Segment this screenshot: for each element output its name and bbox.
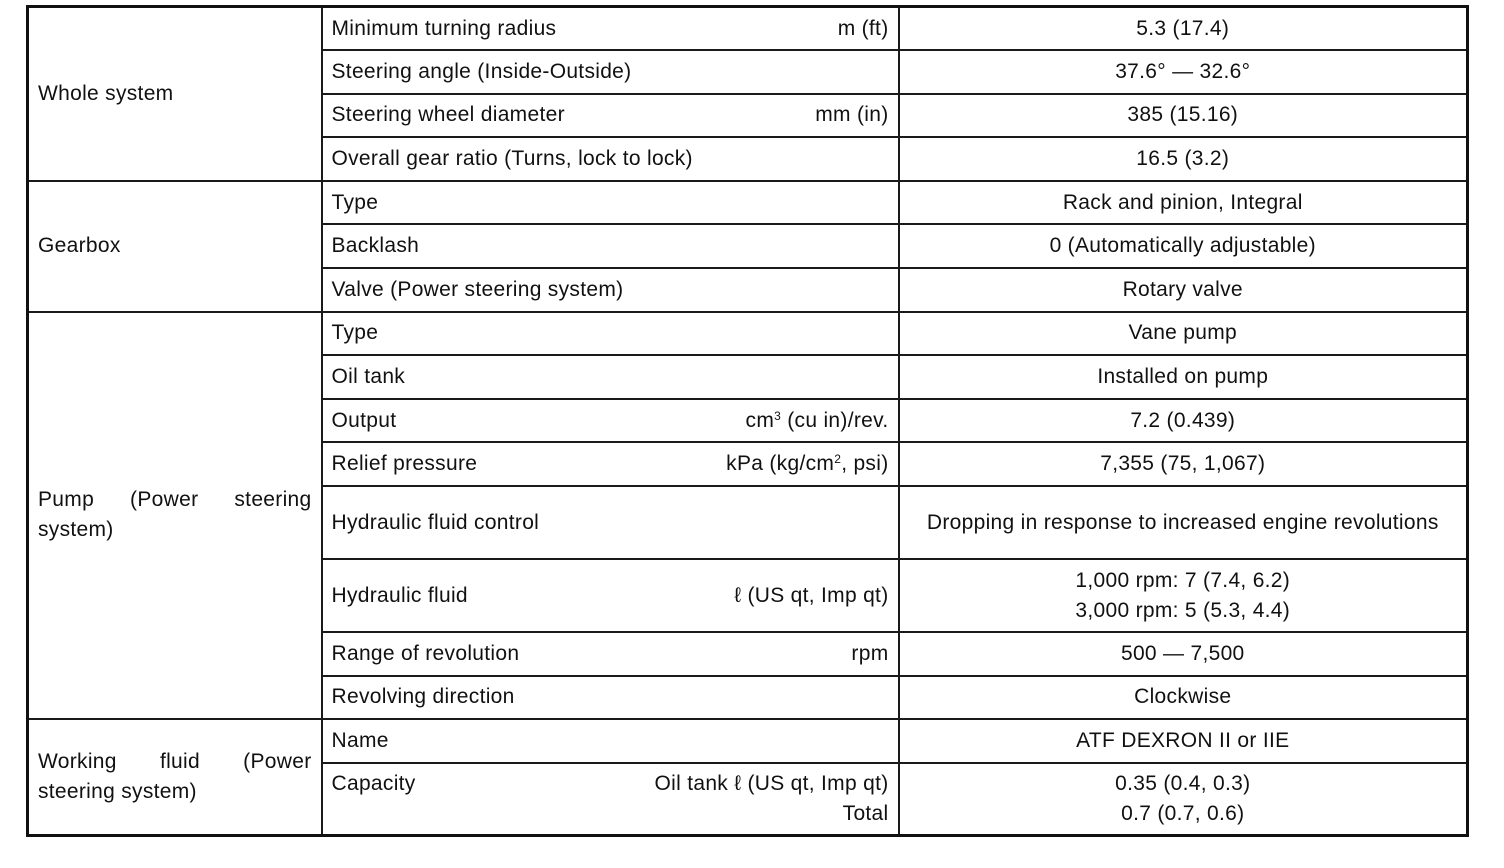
value-cell: 7,355 (75, 1,067) (899, 442, 1468, 486)
group-cell-pump (28, 312, 322, 720)
item-label: Capacity (331, 772, 416, 796)
item-label: Steering wheel diameter (331, 103, 565, 127)
unit-label: rpm (851, 641, 889, 665)
table-row (28, 7, 1468, 51)
unit-label: kPa ($kg/cm^2$, psi) (726, 452, 889, 476)
value-cell: 5.3 (17.4) (899, 7, 1468, 51)
item-label: Hydraulic fluid (331, 583, 468, 607)
item-label: Overall gear ratio (Turns, lock to lock) (331, 147, 693, 171)
table-row (28, 312, 1468, 356)
item-label: Output (331, 408, 397, 432)
value-cell: Vane pump (899, 312, 1468, 356)
value-cell: ATF DEXRON II or IIE (899, 719, 1468, 763)
item-cell (322, 137, 899, 181)
value-line: 0.35 (0.4, 0.3) (1115, 772, 1251, 796)
item-cell (322, 312, 899, 356)
value-cell: 0 (Automatically adjustable) (899, 224, 1468, 268)
unit-label: ℓ (US qt, Imp qt) (734, 583, 889, 607)
unit-label: $cm^3$ (cu in)/rev. (745, 408, 889, 432)
item-cell (322, 94, 899, 138)
item-label: Hydraulic fluid control (331, 510, 540, 534)
item-label: Minimum turning radius (331, 16, 557, 40)
item-label: Backlash (331, 234, 420, 258)
item-cell (322, 181, 899, 225)
value-cell: Rack and pinion, Integral (899, 181, 1468, 225)
value-cell: Clockwise (899, 676, 1468, 720)
item-label: Type (331, 190, 379, 214)
unit-label: Oil tank ℓ (US qt, Imp qt) Total (654, 772, 889, 826)
table-row (28, 181, 1468, 225)
group-label: Gearbox (38, 234, 121, 258)
item-cell (322, 399, 899, 443)
group-cell-working-fluid (28, 719, 322, 836)
item-label: Name (331, 729, 389, 753)
unit-label: mm (in) (815, 103, 889, 127)
value-cell (899, 763, 1468, 836)
item-cell (322, 224, 899, 268)
value-cell: 385 (15.16) (899, 94, 1468, 138)
item-cell (322, 442, 899, 486)
specifications-table (26, 5, 1469, 837)
group-cell-whole-system (28, 7, 322, 181)
value-cell: 16.5 (3.2) (899, 137, 1468, 181)
item-label: Type (331, 321, 379, 345)
item-cell (322, 486, 899, 559)
value-cell: 500 — 7,500 (899, 632, 1468, 676)
item-cell (322, 50, 899, 94)
item-label: Relief pressure (331, 452, 478, 476)
item-cell (322, 559, 899, 632)
item-label: Revolving direction (331, 685, 515, 709)
item-label: Oil tank (331, 365, 406, 389)
unit-label: m (ft) (837, 16, 889, 40)
value-cell: Installed on pump (899, 355, 1468, 399)
item-cell (322, 355, 899, 399)
value-cell (899, 559, 1468, 632)
group-cell-gearbox (28, 181, 322, 312)
group-label: Whole system (38, 81, 174, 105)
item-label: Range of revolution (331, 641, 520, 665)
item-label: Steering angle (Inside-Outside) (331, 59, 632, 83)
value-cell: Rotary valve (899, 268, 1468, 312)
value-line: 3,000 rpm: 5 (5.3, 4.4) (1075, 598, 1291, 622)
item-cell (322, 676, 899, 720)
item-cell (322, 763, 899, 836)
item-label: Valve (Power steering system) (331, 277, 624, 301)
table-row (28, 719, 1468, 763)
item-cell (322, 7, 899, 51)
group-label: Pump (Power steering system) (38, 488, 312, 542)
item-cell (322, 632, 899, 676)
item-cell (322, 719, 899, 763)
value-line: 1,000 rpm: 7 (7.4, 6.2) (1075, 568, 1291, 592)
value-line: 0.7 (0.7, 0.6) (1121, 802, 1245, 826)
value-cell: Dropping in response to increased engine revolutions (899, 486, 1468, 559)
value-cell: 37.6° — 32.6° (899, 50, 1468, 94)
group-label: Working fluid (Power steering system) (38, 750, 312, 804)
value-cell: 7.2 (0.439) (899, 399, 1468, 443)
item-cell (322, 268, 899, 312)
